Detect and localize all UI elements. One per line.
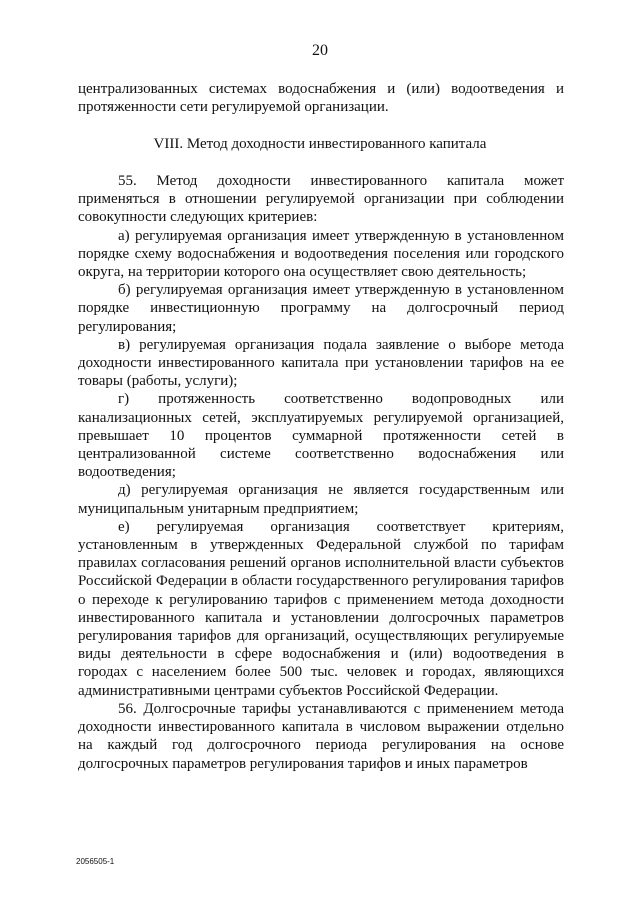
criterion-a: а) регулируемая организация имеет утвержденную в установленном порядке схему водоснабжения и водоотведения поселения или городского округа, на территории которого она осуществляет свою деятельность; — [78, 227, 564, 281]
section-title: VIII. Метод доходности инвестированного капитала — [153, 136, 487, 152]
intro-text: централизованных системах водоснабжения и (или) водоотведения и протяженности сети регулируемой организации. — [78, 81, 564, 116]
paragraph-55: 55. Метод доходности инвестированного капитала может применяться в отношении регулируемой организации при соблюдении совокупности следующих критериев: — [78, 173, 564, 226]
paragraph-56: 56. Долгосрочные тарифы устанавливаются с применением метода доходности инвестированного капитала в числовом выражении отдельно на каждый год долгосрочного периода регулирования на основе долгосрочных параметров регулирования тарифов и иных параметров — [78, 700, 564, 772]
body-text — [78, 172, 564, 773]
criterion-e: е) регулируемая организация соответствует критериям, установленным в утвержденных Федеральной службой по тарифам правилах согласования решений органов исполнительной власти субъектов Российской Федерации в области государственного регулирования тарифов о переходе к регулированию тарифов с применением метода доходности инвестированного капитала и установлении долгосрочных параметров регулирования тарифов для организаций, осуществляющих регулируемые виды деятельности в сфере водоснабжения и (или) водоотведения в городах с населением более 500 тыс. человек и городах, являющихся административными центрами субъектов Российской Федерации. — [78, 518, 564, 699]
criterion-b: б) регулируемая организация имеет утвержденную в установленном порядке инвестиционную программу на долгосрочный период регулирования; — [78, 282, 564, 335]
intro-paragraph — [78, 80, 564, 116]
document-code: 2056505-1 — [76, 857, 115, 866]
criterion-v: в) регулируемая организация подала заявление о выборе метода доходности инвестированного капитала при установлении тарифов на ее товары (работы, услуги); — [78, 336, 564, 390]
criterion-d: д) регулируемая организация не является государственным или муниципальным унитарным предприятием; — [78, 482, 564, 517]
page-number: 20 — [312, 42, 328, 59]
criterion-g: г) протяженность соответственно водопроводных или канализационных сетей, эксплуатируемых регулируемой организацией, превышает 10 процентов суммарной протяженности сетей в централизованной системе соответственно водоснабжения или водоотведения; — [78, 391, 564, 481]
